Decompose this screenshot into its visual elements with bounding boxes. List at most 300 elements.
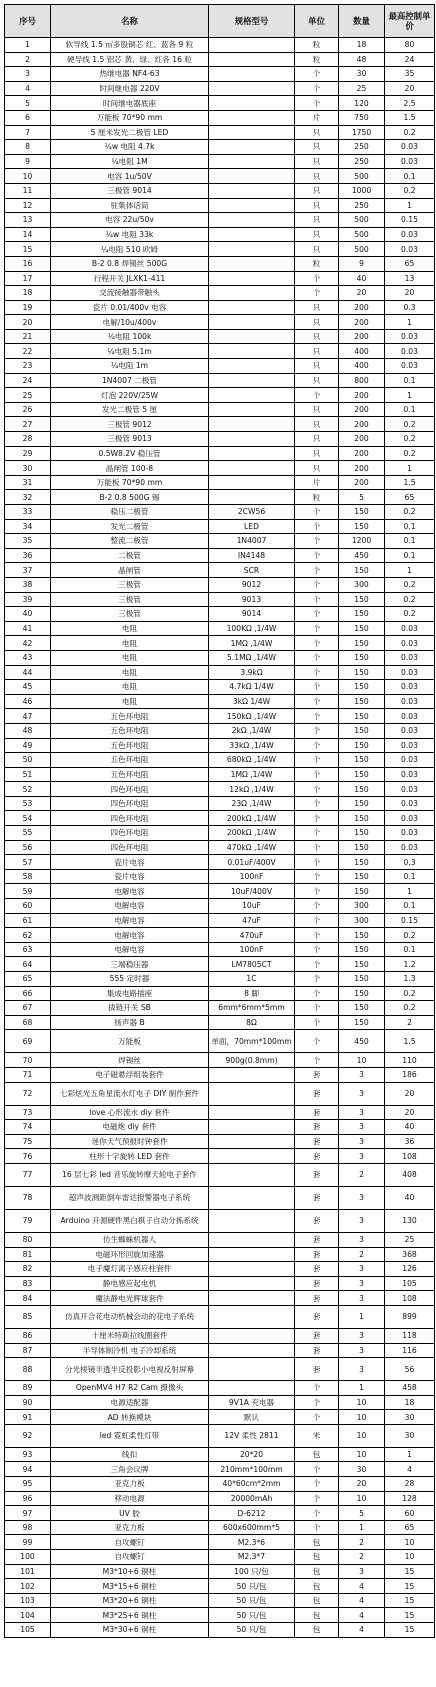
cell-quantity: 4	[339, 1623, 385, 1638]
cell-quantity: 300	[339, 577, 385, 592]
cell-index: 91	[5, 1410, 51, 1425]
cell-name: 瓷片电容	[51, 869, 209, 884]
cell-unit: 个	[295, 1395, 339, 1410]
cell-unit: 个	[295, 928, 339, 943]
cell-spec: 470uF	[209, 928, 295, 943]
cell-max-price: 0.2	[385, 607, 435, 622]
cell-max-price: 116	[385, 1343, 435, 1358]
cell-name: 拔链开关 SB	[51, 1001, 209, 1016]
cell-max-price: 0.2	[385, 432, 435, 447]
cell-index: 43	[5, 650, 51, 665]
cell-name: 电阻	[51, 665, 209, 680]
cell-unit: 个	[295, 592, 339, 607]
cell-unit: 粒	[295, 256, 339, 271]
cell-max-price: 20	[385, 1105, 435, 1120]
table-row	[5, 96, 435, 111]
cell-max-price: 0.2	[385, 1001, 435, 1016]
table-row	[5, 1082, 435, 1105]
cell-quantity: 2	[339, 1550, 385, 1565]
cell-index: 6	[5, 110, 51, 125]
cell-unit: 个	[295, 1491, 339, 1506]
cell-max-price: 0.2	[385, 505, 435, 520]
price-table	[4, 4, 435, 1638]
cell-unit: 只	[295, 329, 339, 344]
cell-name: ¼w 电阻 4.7k	[51, 140, 209, 155]
cell-unit: 个	[295, 972, 339, 987]
cell-unit: 只	[295, 373, 339, 388]
cell-unit: 个	[295, 534, 339, 549]
cell-index: 74	[5, 1120, 51, 1135]
cell-unit: 米	[295, 1424, 339, 1447]
table-row	[5, 315, 435, 330]
table-row	[5, 1550, 435, 1565]
cell-spec	[209, 344, 295, 359]
cell-spec: LM7805CT	[209, 957, 295, 972]
cell-max-price: 0.1	[385, 373, 435, 388]
cell-quantity: 3	[339, 1564, 385, 1579]
cell-max-price: 0.03	[385, 840, 435, 855]
table-row	[5, 592, 435, 607]
cell-spec	[209, 315, 295, 330]
cell-quantity: 5	[339, 490, 385, 505]
cell-name: 万能板 70*90 mm	[51, 110, 209, 125]
cell-index: 95	[5, 1477, 51, 1492]
cell-index: 83	[5, 1276, 51, 1291]
table-row	[5, 884, 435, 899]
cell-unit: 个	[295, 811, 339, 826]
cell-index: 72	[5, 1082, 51, 1105]
cell-spec: 10uF/400V	[209, 884, 295, 899]
cell-max-price: 0.03	[385, 227, 435, 242]
cell-index: 29	[5, 446, 51, 461]
cell-name: 五色环电阻	[51, 709, 209, 724]
cell-index: 78	[5, 1186, 51, 1209]
table-row	[5, 227, 435, 242]
cell-index: 38	[5, 577, 51, 592]
cell-spec: 3kΩ 1/4W	[209, 694, 295, 709]
cell-max-price: 0.03	[385, 767, 435, 782]
cell-spec	[209, 1328, 295, 1343]
header-max-price: 最高控制单价	[385, 5, 435, 38]
cell-index: 8	[5, 140, 51, 155]
table-row	[5, 767, 435, 782]
cell-spec	[209, 227, 295, 242]
cell-max-price: 0.03	[385, 753, 435, 768]
cell-unit: 套	[295, 1291, 339, 1306]
cell-max-price: 0.03	[385, 782, 435, 797]
cell-max-price: 15	[385, 1579, 435, 1594]
cell-max-price: 0.03	[385, 621, 435, 636]
cell-name: 亚克力板	[51, 1520, 209, 1535]
cell-max-price: 0.03	[385, 329, 435, 344]
cell-spec: M2.3*6	[209, 1535, 295, 1550]
cell-quantity: 300	[339, 899, 385, 914]
cell-quantity: 18	[339, 38, 385, 53]
cell-unit: 只	[295, 227, 339, 242]
table-row	[5, 1424, 435, 1447]
cell-spec: 9013	[209, 592, 295, 607]
cell-spec: 100nF	[209, 942, 295, 957]
cell-name: 电磁炮 diy 套件	[51, 1120, 209, 1135]
table-row	[5, 855, 435, 870]
cell-unit: 只	[295, 154, 339, 169]
cell-unit: 只	[295, 417, 339, 432]
cell-max-price: 0.1	[385, 402, 435, 417]
cell-unit: 个	[295, 723, 339, 738]
cell-index: 15	[5, 242, 51, 257]
cell-index: 49	[5, 738, 51, 753]
cell-unit: 粒	[295, 52, 339, 67]
cell-max-price: 1.2	[385, 957, 435, 972]
cell-spec: 8Ω	[209, 1015, 295, 1030]
cell-spec: 900g(0.8mm)	[209, 1053, 295, 1068]
cell-spec	[209, 286, 295, 301]
cell-name: 三极管	[51, 577, 209, 592]
cell-name: M3*15+6 铜柱	[51, 1579, 209, 1594]
cell-spec	[209, 300, 295, 315]
cell-name: 扬声器 B	[51, 1015, 209, 1030]
cell-unit: 个	[295, 1520, 339, 1535]
table-row	[5, 1053, 435, 1068]
table-row	[5, 1328, 435, 1343]
cell-spec	[209, 1082, 295, 1105]
cell-quantity: 450	[339, 548, 385, 563]
cell-spec: 9012	[209, 577, 295, 592]
cell-unit: 只	[295, 213, 339, 228]
cell-max-price: 126	[385, 1262, 435, 1277]
cell-max-price: 0.03	[385, 140, 435, 155]
cell-spec	[209, 402, 295, 417]
cell-max-price: 0.2	[385, 125, 435, 140]
table-row	[5, 1535, 435, 1550]
cell-name: 三极管 9012	[51, 417, 209, 432]
cell-quantity: 200	[339, 388, 385, 403]
cell-name: 五色环电阻	[51, 738, 209, 753]
cell-quantity: 150	[339, 607, 385, 622]
cell-spec: 100 只/包	[209, 1564, 295, 1579]
cell-name: 五色环电阻	[51, 753, 209, 768]
cell-spec	[209, 213, 295, 228]
cell-name: 0.5W8.2V 稳压管	[51, 446, 209, 461]
cell-max-price: 0.03	[385, 723, 435, 738]
cell-index: 22	[5, 344, 51, 359]
cell-index: 102	[5, 1579, 51, 1594]
cell-max-price: 0.1	[385, 899, 435, 914]
cell-spec: D-6212	[209, 1506, 295, 1521]
cell-quantity: 150	[339, 782, 385, 797]
cell-unit: 个	[295, 1477, 339, 1492]
table-row	[5, 1410, 435, 1425]
cell-index: 89	[5, 1381, 51, 1396]
cell-index: 31	[5, 475, 51, 490]
cell-index: 65	[5, 972, 51, 987]
cell-quantity: 1000	[339, 183, 385, 198]
cell-spec	[209, 1343, 295, 1358]
table-row	[5, 446, 435, 461]
cell-quantity: 3	[339, 1262, 385, 1277]
cell-unit: 个	[295, 286, 339, 301]
cell-index: 73	[5, 1105, 51, 1120]
cell-max-price: 40	[385, 1120, 435, 1135]
cell-index: 27	[5, 417, 51, 432]
table-row	[5, 213, 435, 228]
cell-spec	[209, 461, 295, 476]
cell-quantity: 150	[339, 986, 385, 1001]
cell-spec: 470kΩ ,1/4W	[209, 840, 295, 855]
cell-max-price: 18	[385, 1395, 435, 1410]
table-row	[5, 636, 435, 651]
cell-unit: 片	[295, 110, 339, 125]
cell-max-price: 1	[385, 388, 435, 403]
cell-index: 80	[5, 1232, 51, 1247]
cell-max-price: 0.03	[385, 650, 435, 665]
cell-max-price: 15	[385, 1608, 435, 1623]
header-unit: 单位	[295, 5, 339, 38]
cell-max-price: 118	[385, 1328, 435, 1343]
cell-quantity: 3	[339, 1291, 385, 1306]
cell-name: 亚克力板	[51, 1477, 209, 1492]
cell-index: 4	[5, 81, 51, 96]
cell-index: 63	[5, 942, 51, 957]
cell-unit: 套	[295, 1163, 339, 1186]
table-row	[5, 344, 435, 359]
cell-unit: 包	[295, 1564, 339, 1579]
table-row	[5, 154, 435, 169]
cell-quantity: 150	[339, 811, 385, 826]
table-row	[5, 1015, 435, 1030]
cell-max-price: 1	[385, 563, 435, 578]
table-row	[5, 709, 435, 724]
cell-index: 86	[5, 1328, 51, 1343]
table-row	[5, 782, 435, 797]
cell-quantity: 9	[339, 256, 385, 271]
cell-index: 76	[5, 1149, 51, 1164]
cell-unit: 个	[295, 957, 339, 972]
cell-max-price: 0.03	[385, 709, 435, 724]
cell-spec: 1MΩ ,1/4W	[209, 636, 295, 651]
cell-max-price: 0.2	[385, 592, 435, 607]
cell-name: 1N4007 二极管	[51, 373, 209, 388]
cell-quantity: 3	[339, 1105, 385, 1120]
cell-quantity: 10	[339, 1447, 385, 1462]
cell-name: 电子魔灯离子感应柱套件	[51, 1262, 209, 1277]
cell-quantity: 250	[339, 140, 385, 155]
cell-spec	[209, 1305, 295, 1328]
cell-name: 五色环电阻	[51, 723, 209, 738]
cell-spec: 600x600mm*5	[209, 1520, 295, 1535]
cell-spec: 20*20	[209, 1447, 295, 1462]
cell-unit: 个	[295, 767, 339, 782]
table-row	[5, 329, 435, 344]
cell-unit: 个	[295, 563, 339, 578]
cell-spec: IN4148	[209, 548, 295, 563]
table-row	[5, 826, 435, 841]
cell-unit: 个	[295, 709, 339, 724]
table-row	[5, 986, 435, 1001]
cell-index: 68	[5, 1015, 51, 1030]
cell-quantity: 1	[339, 1520, 385, 1535]
cell-name: 移动电源	[51, 1491, 209, 1506]
cell-index: 96	[5, 1491, 51, 1506]
cell-index: 23	[5, 359, 51, 374]
cell-unit: 个	[295, 796, 339, 811]
table-row	[5, 475, 435, 490]
table-row	[5, 1105, 435, 1120]
cell-max-price: 30	[385, 1424, 435, 1447]
cell-name: 集成电路插座	[51, 986, 209, 1001]
cell-spec	[209, 38, 295, 53]
cell-max-price: 0.3	[385, 855, 435, 870]
cell-name: love 心形流水 diy 套件	[51, 1105, 209, 1120]
cell-max-price: 105	[385, 1276, 435, 1291]
table-row	[5, 1593, 435, 1608]
table-row	[5, 461, 435, 476]
cell-spec: 33kΩ ,1/4W	[209, 738, 295, 753]
cell-index: 71	[5, 1067, 51, 1082]
cell-max-price: 0.03	[385, 680, 435, 695]
cell-unit: 个	[295, 738, 339, 753]
cell-max-price: 28	[385, 1477, 435, 1492]
cell-name: 5 厘米发光二极管 LED	[51, 125, 209, 140]
cell-name: M3*10+6 铜柱	[51, 1564, 209, 1579]
cell-name: M3*20+6 铜柱	[51, 1593, 209, 1608]
cell-quantity: 4	[339, 1593, 385, 1608]
table-row	[5, 1564, 435, 1579]
cell-quantity: 20	[339, 286, 385, 301]
cell-max-price: 20	[385, 286, 435, 301]
cell-name: 电阻	[51, 636, 209, 651]
table-row	[5, 1001, 435, 1016]
cell-spec	[209, 1120, 295, 1135]
cell-name: 稳压二极管	[51, 505, 209, 520]
cell-index: 40	[5, 607, 51, 622]
cell-unit: 套	[295, 1232, 339, 1247]
table-row	[5, 1358, 435, 1381]
cell-unit: 包	[295, 1593, 339, 1608]
cell-unit: 套	[295, 1358, 339, 1381]
cell-name: 三极管 9013	[51, 432, 209, 447]
cell-index: 18	[5, 286, 51, 301]
cell-index: 17	[5, 271, 51, 286]
table-row	[5, 169, 435, 184]
cell-spec	[209, 154, 295, 169]
cell-max-price: 15	[385, 1623, 435, 1638]
cell-quantity: 200	[339, 475, 385, 490]
cell-max-price: 10	[385, 1550, 435, 1565]
cell-max-price: 0.1	[385, 519, 435, 534]
cell-name: 发光二极管 5 厘	[51, 402, 209, 417]
cell-name: ¼电阻 510 欧姆	[51, 242, 209, 257]
cell-unit: 套	[295, 1328, 339, 1343]
cell-index: 45	[5, 680, 51, 695]
cell-unit: 个	[295, 607, 339, 622]
cell-unit: 套	[295, 1105, 339, 1120]
cell-name: 四色环电阻	[51, 811, 209, 826]
cell-unit: 只	[295, 402, 339, 417]
cell-max-price: 1	[385, 461, 435, 476]
cell-quantity: 3	[339, 1276, 385, 1291]
cell-unit: 套	[295, 1209, 339, 1232]
cell-name: 仿真开合花电动机械会动的花电子系统	[51, 1305, 209, 1328]
cell-unit: 个	[295, 1015, 339, 1030]
table-row	[5, 1030, 435, 1053]
cell-max-price: 2	[385, 1015, 435, 1030]
cell-name: 静电感应起电机	[51, 1276, 209, 1291]
cell-max-price: 2.5	[385, 96, 435, 111]
cell-max-price: 0.03	[385, 636, 435, 651]
cell-max-price: 368	[385, 1247, 435, 1262]
cell-quantity: 10	[339, 1410, 385, 1425]
cell-index: 44	[5, 665, 51, 680]
cell-index: 30	[5, 461, 51, 476]
cell-quantity: 150	[339, 636, 385, 651]
table-row	[5, 548, 435, 563]
cell-quantity: 750	[339, 110, 385, 125]
cell-max-price: 0.3	[385, 300, 435, 315]
cell-unit: 只	[295, 461, 339, 476]
cell-unit: 包	[295, 1550, 339, 1565]
cell-index: 46	[5, 694, 51, 709]
cell-quantity: 150	[339, 855, 385, 870]
cell-unit: 个	[295, 884, 339, 899]
cell-spec	[209, 1247, 295, 1262]
cell-quantity: 40	[339, 271, 385, 286]
cell-spec	[209, 1276, 295, 1291]
cell-quantity: 3	[339, 1343, 385, 1358]
cell-quantity: 150	[339, 723, 385, 738]
table-row	[5, 373, 435, 388]
cell-max-price: 1.5	[385, 1030, 435, 1053]
table-row	[5, 1163, 435, 1186]
cell-quantity: 2	[339, 1535, 385, 1550]
cell-index: 62	[5, 928, 51, 943]
cell-quantity: 150	[339, 592, 385, 607]
header-quantity: 数量	[339, 5, 385, 38]
cell-name: 仿生蜘蛛机器人	[51, 1232, 209, 1247]
cell-spec	[209, 1163, 295, 1186]
cell-name: 十厘米特斯拉线圈套件	[51, 1328, 209, 1343]
cell-quantity: 400	[339, 359, 385, 374]
cell-unit: 个	[295, 505, 339, 520]
cell-quantity: 2	[339, 1163, 385, 1186]
cell-spec: 9V1A 充电器	[209, 1395, 295, 1410]
cell-quantity: 200	[339, 461, 385, 476]
cell-spec: 50 只/包	[209, 1623, 295, 1638]
cell-max-price: 0.2	[385, 577, 435, 592]
cell-spec: 50 只/包	[209, 1593, 295, 1608]
cell-spec	[209, 1134, 295, 1149]
cell-spec: 0.01uF/400V	[209, 855, 295, 870]
cell-max-price: 1	[385, 198, 435, 213]
cell-quantity: 2	[339, 1247, 385, 1262]
table-row	[5, 1520, 435, 1535]
cell-spec	[209, 432, 295, 447]
cell-unit: 个	[295, 636, 339, 651]
table-row	[5, 1149, 435, 1164]
table-row	[5, 972, 435, 987]
cell-index: 36	[5, 548, 51, 563]
cell-max-price: 15	[385, 1593, 435, 1608]
cell-name: 电阻	[51, 621, 209, 636]
cell-index: 47	[5, 709, 51, 724]
cell-quantity: 150	[339, 1001, 385, 1016]
cell-spec	[209, 1186, 295, 1209]
cell-unit: 个	[295, 680, 339, 695]
cell-quantity: 200	[339, 446, 385, 461]
cell-name: OpenMV4 H7 R2 Cam 摄像头	[51, 1381, 209, 1396]
cell-name: 热继电器 NF4-63	[51, 67, 209, 82]
cell-spec	[209, 183, 295, 198]
